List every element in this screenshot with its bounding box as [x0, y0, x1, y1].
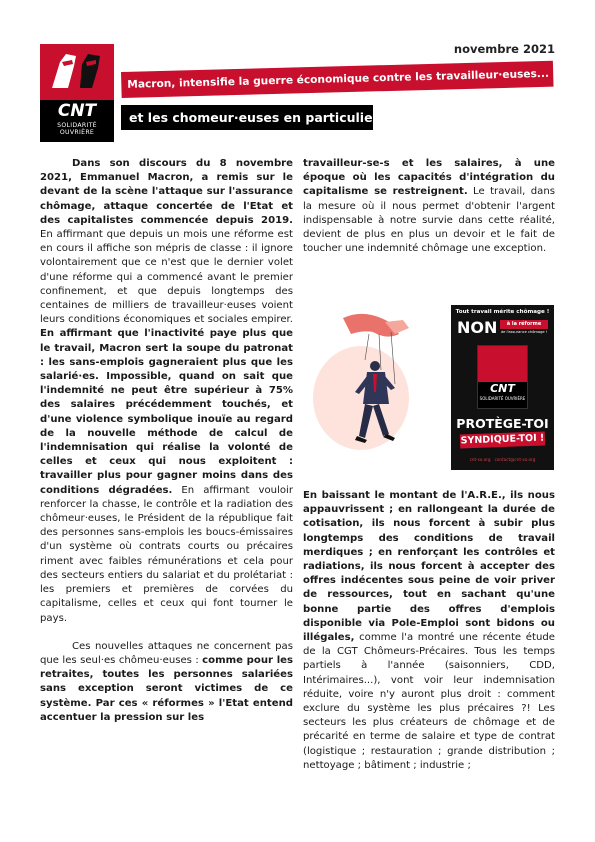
- body-text: Ces nouvelles attaques ne concernent pas que les seul·es chômeu·euses :: [40, 640, 293, 666]
- cnt-logo: [40, 44, 114, 142]
- emphasis-text: En affirmant que l'inactivité paye plus que le travail, Macron sert la soupe du patronat : les sans-emplois gagneraient plus que les salarié·es. Impossible, quand on sait que l'indemnité ne peut être supérieur à 75% des salaires précédemment touchés, et d'une violence symbolique inouïe au regard de la nouvelle méthode de calcul de l'indemnisation qui réalise la volonté de celles et ceux qui nous exploitent : travailler plus pour gagner moins dans des conditions dégradées.: [40, 328, 293, 496]
- emphasis-text: En baissant le montant de l'A.R.E., ils nous appauvrissent ; en rallongeant la durée de cotisation, ils nous forcent à subir plus longtemps des conditions de travail merdiques ; en renforçant les contrôles et radiations, ils nous forcent à accepter des offres indécentes sous peine de voir priver de ressources, tout en sachant qu'une bonne partie des offres d'emplois disponible via Pole-Emploi sont bidons ou illégales,: [303, 490, 555, 644]
- logo-title: CNT: [57, 101, 97, 121]
- right-column-top: [303, 157, 555, 256]
- poster-tagline: Tout travail mérite chômage !: [455, 309, 550, 315]
- body-text: comme l'a montré une récente étude de la CGT Chômeurs-Précaires. Tous les temps partiels à l'année (saisonniers, CDD, Intérimaires...), vont voir leur indemnisation réduite, voire n'y auront plus droit : comment exclure du système les plus précaires ?! Les secteurs les plus créateurs de chômage et de précarité en terme de salaire et type de contrat (logistique ; restauration ; grande distribution ; nettoyage ; bâtiment ; industrie ;: [303, 632, 555, 771]
- logo-subtitle: [40, 122, 114, 136]
- poster-logo-red-block: [478, 346, 527, 382]
- paragraph-4: [303, 489, 555, 773]
- logo-subtitle-line2: OUVRIÈRE: [59, 129, 95, 136]
- intro-bold-text: Dans son discours du 8 novembre 2021, Emmanuel Macron, a remis sur le devant de la scène l'attaque sur l'assurance chômage, attaque concertée de l'Etat et des capitalistes commencée depuis 2019.: [40, 158, 293, 226]
- poster-website: cnt-so.org: [469, 457, 491, 462]
- logo-subtitle-line1: SOLIDARITÉ: [57, 122, 97, 129]
- poster-footer: [451, 457, 554, 462]
- headline-black-banner: et les chomeur·euses en particulier !: [121, 105, 373, 130]
- poster-reform-sub: de l'assurance chômage !: [500, 330, 548, 334]
- paragraph-3: [303, 157, 555, 256]
- union-poster: [451, 305, 554, 470]
- right-column-bottom: [303, 489, 555, 773]
- poster-union-banner: SYNDIQUE-TOI !: [460, 432, 545, 449]
- poster-protect-text: PROTÈGE-TOI: [456, 416, 549, 431]
- left-column: [40, 157, 293, 725]
- paragraph-1: [40, 157, 293, 626]
- poster-cnt-logo: [477, 345, 528, 409]
- body-text: En affirmant que depuis un mois une réforme est en cours il affiche son mépris de classe : il ignore volontairement que ce n'est que le dernier volet d'une réforme qui a commencé avant le premier confinement, et que depuis longtemps des centaines de milliers de travailleur·euses voient leurs conditions économiques et sociales empirer.: [40, 229, 293, 326]
- poster-logo-title: CNT: [490, 382, 515, 395]
- emphasis-text: comme pour les retraites, toutes les personnes salariées sans exception seront victimes de ce système. Par ces « réformes » l'Etat entend accentuer la pression sur les: [40, 654, 294, 723]
- poster-logo-subtitle: SOLIDARITÉ OUVRIÈRE: [479, 396, 526, 401]
- poster-email: contact@cnt-so.org: [494, 457, 536, 462]
- raised-fists-icon: [46, 48, 108, 90]
- issue-date: novembre 2021: [453, 42, 555, 56]
- puppet-worker-illustration: [303, 300, 443, 475]
- poster-non: NON: [457, 318, 498, 337]
- headline-red-banner: Macron, intensifie la guerre économique contre les travailleur·euses...: [121, 61, 554, 98]
- paragraph-2: [40, 640, 293, 725]
- body-text: Le travail, dans la mesure où il nous permet d'obtenir l'argent indispensable à notre survie dans cette réalité, devient de plus en plus un devoir et le fait de toucher une indemnité chômage une exception.: [303, 186, 555, 255]
- emphasis-text: travailleur-se-s et les salaires, à une époque où les capacités d'intégration du capitalisme se restreignent.: [303, 158, 555, 198]
- body-text: En affirmant vouloir renforcer la chasse, le contrôle et la radiation des chômeur·euses, le Président de la république fait des personnes sans-emplois les boucs-émissaires d'un système où contrats courts ou précaires riment avec faibles rémunérations et cela pour des secteurs entiers du salariat et du prolétariat : les premiers et premières de corvées du capitalisme, celles et ceux qui font tourner le pays.: [40, 484, 294, 624]
- poster-reform-label: à la réforme: [500, 320, 548, 329]
